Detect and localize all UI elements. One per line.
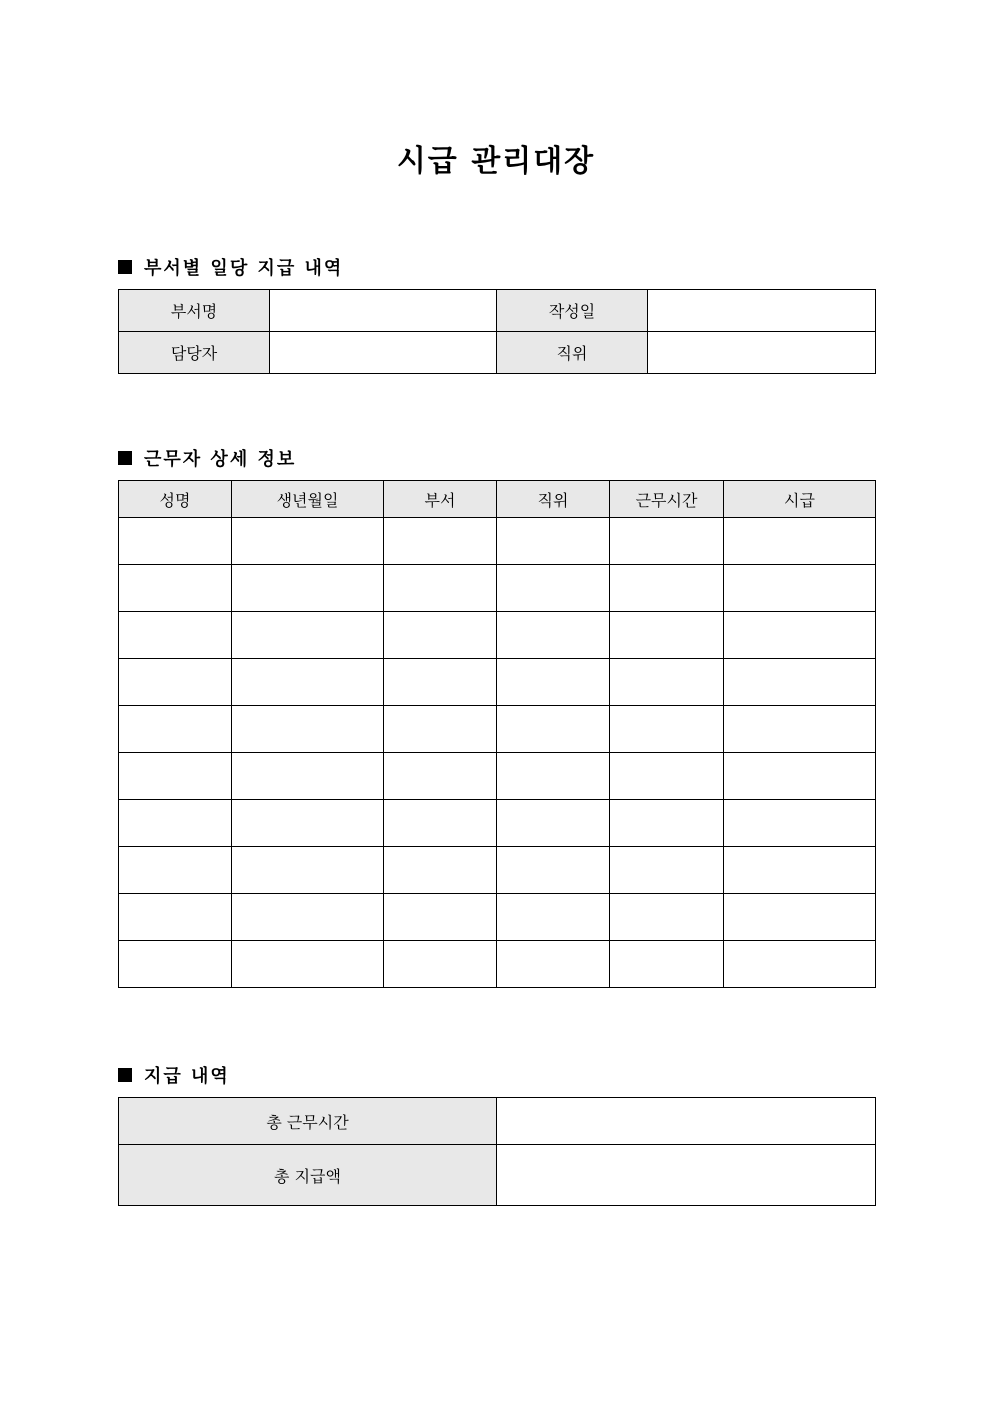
table-cell[interactable] — [610, 800, 724, 847]
table-cell[interactable] — [384, 847, 497, 894]
table-cell[interactable] — [497, 612, 610, 659]
table-cell[interactable] — [497, 894, 610, 941]
table-cell[interactable] — [724, 941, 876, 988]
table-cell[interactable] — [610, 565, 724, 612]
table-cell[interactable] — [232, 565, 384, 612]
table-cell[interactable] — [610, 612, 724, 659]
table-cell[interactable] — [610, 847, 724, 894]
table-cell[interactable] — [724, 565, 876, 612]
table-cell[interactable] — [724, 659, 876, 706]
payment-summary-table — [118, 1097, 876, 1206]
date-field[interactable] — [648, 290, 876, 332]
section-heading-payment — [118, 1062, 230, 1088]
table-cell[interactable] — [232, 941, 384, 988]
total-hours-label: 총 근무시간 — [119, 1098, 497, 1145]
table-row — [119, 518, 876, 565]
table-cell[interactable] — [232, 659, 384, 706]
total-pay-label: 총 지급액 — [119, 1145, 497, 1206]
table-cell[interactable] — [497, 753, 610, 800]
table-row — [119, 894, 876, 941]
table-cell[interactable] — [119, 800, 232, 847]
table-row — [119, 565, 876, 612]
table-cell[interactable] — [119, 565, 232, 612]
table-cell[interactable] — [610, 941, 724, 988]
manager-field[interactable] — [270, 332, 497, 374]
table-cell[interactable] — [724, 800, 876, 847]
table-cell[interactable] — [610, 894, 724, 941]
table-cell[interactable] — [384, 565, 497, 612]
table-cell[interactable] — [610, 706, 724, 753]
table-row — [119, 753, 876, 800]
column-header: 시급 — [724, 481, 876, 518]
table-cell[interactable] — [232, 800, 384, 847]
table-cell[interactable] — [724, 894, 876, 941]
table-row — [119, 612, 876, 659]
total-hours-field[interactable] — [497, 1098, 876, 1145]
table-cell[interactable] — [119, 706, 232, 753]
table-cell[interactable] — [384, 612, 497, 659]
table-cell[interactable] — [232, 847, 384, 894]
table-cell[interactable] — [232, 518, 384, 565]
page-title: 시급 관리대장 — [396, 144, 596, 179]
table-row — [119, 659, 876, 706]
table-cell[interactable] — [119, 612, 232, 659]
table-cell[interactable] — [119, 941, 232, 988]
section-heading-label: 근무자 상세 정보 — [144, 449, 297, 470]
total-pay-field[interactable] — [497, 1145, 876, 1206]
section-heading-department — [118, 254, 343, 280]
table-cell[interactable] — [497, 659, 610, 706]
table-cell[interactable] — [384, 518, 497, 565]
table-cell[interactable] — [232, 706, 384, 753]
column-header: 부서 — [384, 481, 497, 518]
table-cell[interactable] — [232, 753, 384, 800]
manager-label: 담당자 — [119, 332, 270, 374]
table-cell[interactable] — [497, 565, 610, 612]
table-cell[interactable] — [724, 612, 876, 659]
square-bullet-icon — [118, 451, 132, 465]
table-cell[interactable] — [232, 894, 384, 941]
dept-field[interactable] — [270, 290, 497, 332]
table-cell[interactable] — [497, 706, 610, 753]
table-cell[interactable] — [610, 518, 724, 565]
column-header: 성명 — [119, 481, 232, 518]
section-heading-label: 부서별 일당 지급 내역 — [144, 258, 344, 279]
table-cell[interactable] — [384, 659, 497, 706]
section-heading-label: 지급 내역 — [144, 1066, 230, 1087]
square-bullet-icon — [118, 1068, 132, 1082]
table-cell[interactable] — [119, 659, 232, 706]
table-cell[interactable] — [610, 753, 724, 800]
table-cell[interactable] — [232, 612, 384, 659]
table-cell[interactable] — [119, 847, 232, 894]
table-cell[interactable] — [384, 706, 497, 753]
table-cell[interactable] — [724, 518, 876, 565]
table-cell[interactable] — [384, 941, 497, 988]
table-row — [119, 847, 876, 894]
table-cell[interactable] — [497, 518, 610, 565]
column-header: 직위 — [497, 481, 610, 518]
table-cell[interactable] — [119, 518, 232, 565]
table-cell[interactable] — [497, 847, 610, 894]
table-cell[interactable] — [119, 753, 232, 800]
table-cell[interactable] — [384, 894, 497, 941]
table-cell[interactable] — [384, 753, 497, 800]
table-cell[interactable] — [724, 706, 876, 753]
table-cell[interactable] — [610, 659, 724, 706]
table-cell[interactable] — [497, 800, 610, 847]
table-cell[interactable] — [724, 847, 876, 894]
table-row — [119, 941, 876, 988]
worker-detail-table — [118, 480, 876, 988]
department-info-table — [118, 289, 876, 374]
position-label: 직위 — [497, 332, 648, 374]
column-header: 근무시간 — [610, 481, 724, 518]
square-bullet-icon — [118, 260, 132, 274]
table-row — [119, 800, 876, 847]
date-label: 작성일 — [497, 290, 648, 332]
table-row — [119, 706, 876, 753]
position-field[interactable] — [648, 332, 876, 374]
table-cell[interactable] — [497, 941, 610, 988]
table-cell[interactable] — [384, 800, 497, 847]
table-cell[interactable] — [724, 753, 876, 800]
dept-label: 부서명 — [119, 290, 270, 332]
table-cell[interactable] — [119, 894, 232, 941]
section-heading-workers — [118, 445, 296, 471]
column-header: 생년월일 — [232, 481, 384, 518]
